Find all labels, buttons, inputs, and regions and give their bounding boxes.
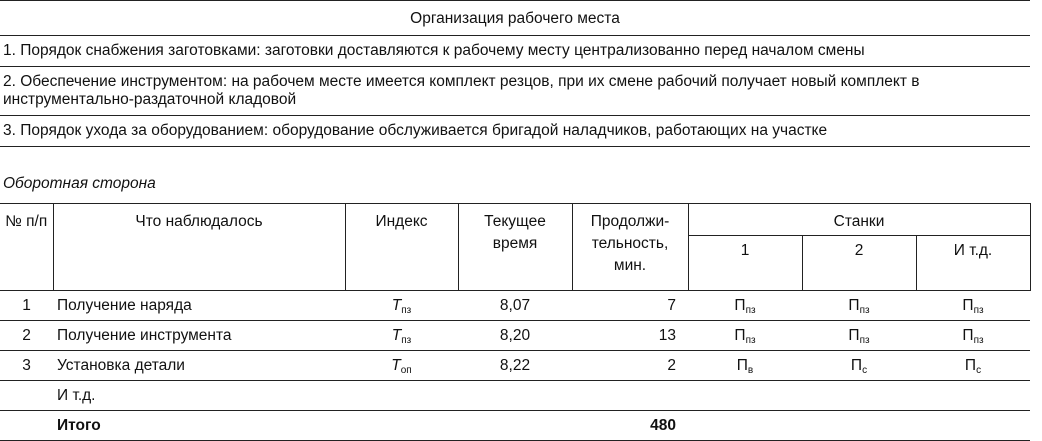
row-machine-2 [802,321,916,351]
row-machine-etc [916,321,1030,351]
code-main: П [848,327,860,344]
index-main: T [391,297,402,314]
header-duration-line2: тельность, [591,235,669,252]
code-sub: пз [973,305,984,316]
header-machine-etc: И т.д. [916,236,1030,291]
code-sub: пз [973,335,984,346]
table-row-total [0,411,1030,441]
code-main: П [734,297,746,314]
row-index [345,321,458,351]
row-num: 2 [0,321,53,351]
header-duration-line3: мин. [613,257,647,274]
table-row-etc [0,381,1030,411]
table-row [0,351,1030,381]
code-sub: пз [745,335,756,346]
row-duration: 7 [572,291,688,321]
header-duration [572,204,688,291]
row-duration: 13 [572,321,688,351]
row-machine-2 [802,351,916,381]
row-observed: Получение наряда [53,291,345,321]
index-main: T [391,357,401,374]
header-observed: Что наблюдалось [53,204,345,291]
header-num: № п/п [0,204,53,291]
workplace-organization-section [0,0,1030,147]
code-sub: в [747,365,754,376]
table-row [0,321,1030,351]
row-machine-1 [688,291,802,321]
total-label: Итого [53,411,345,441]
code-main: П [964,357,977,374]
row-duration: 2 [572,351,688,381]
index-sub: пз [401,305,412,316]
code-sub: с [976,365,982,376]
table-row [0,291,1030,321]
reverse-side-label: Оборотная сторона [3,175,156,192]
header-current-time-line2: время [492,235,538,252]
row-index [345,351,458,381]
code-main: П [962,327,974,344]
row-index [345,291,458,321]
index-main: T [391,327,402,344]
row-observed: Получение инструмента [53,321,345,351]
code-main: П [962,297,974,314]
header-machines: Станки [688,204,1030,236]
section-title: Организация рабочего места [0,0,1030,36]
total-value: 480 [572,411,688,441]
header-machine-2: 2 [802,236,916,291]
row-num: 1 [0,291,53,321]
observation-table [0,203,1031,441]
code-sub: пз [745,305,756,316]
row-machine-etc [916,291,1030,321]
etc-label: И т.д. [53,381,345,411]
code-main: П [734,327,746,344]
row-time: 8,22 [458,351,572,381]
code-sub: пз [859,305,870,316]
index-sub: пз [401,335,412,346]
row-machine-1 [688,351,802,381]
org-item-equipment: 3. Порядок ухода за оборудованием: оборудование обслуживается бригадой наладчиков, работающих на участке [0,116,1030,147]
row-machine-1 [688,321,802,351]
org-item-supply: 1. Порядок снабжения заготовками: заготовки доставляются к рабочему месту централизованно перед началом смены [0,36,1030,67]
row-observed: Установка детали [53,351,345,381]
code-sub: пз [859,335,870,346]
row-num: 3 [0,351,53,381]
header-current-time [458,204,572,291]
header-machine-1: 1 [688,236,802,291]
header-index: Индекс [345,204,458,291]
row-machine-2 [802,291,916,321]
header-current-time-line1: Текущее [484,213,546,230]
code-main: П [848,297,860,314]
index-sub: оп [400,365,412,376]
org-item-tools: 2. Обеспечение инструментом: на рабочем месте имеется комплект резцов, при их смене рабочий получает новый комплект в инструментально-раздаточной кладовой [0,67,1030,116]
code-main: П [850,357,863,374]
header-duration-line1: Продолжи- [590,213,670,230]
row-machine-etc [916,351,1030,381]
code-main: П [736,357,748,374]
row-time: 8,07 [458,291,572,321]
code-sub: с [862,365,868,376]
row-time: 8,20 [458,321,572,351]
